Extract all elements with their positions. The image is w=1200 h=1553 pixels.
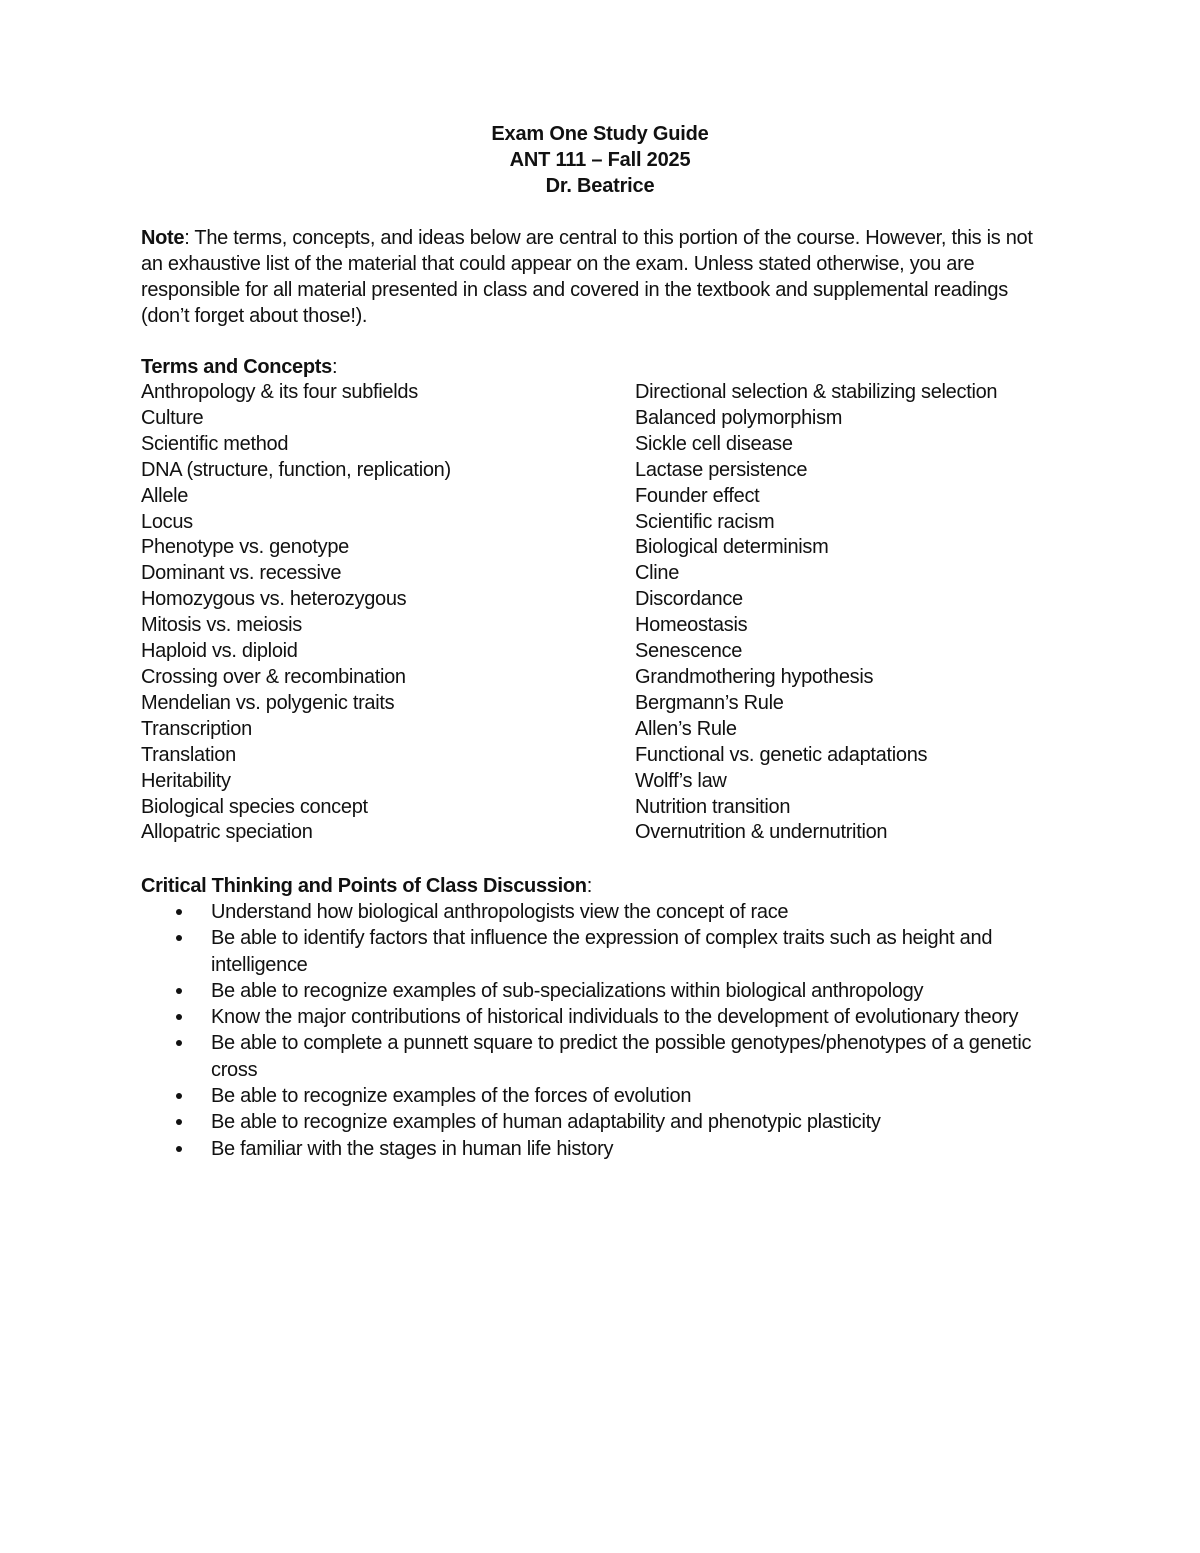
discussion-point-text: Know the major contributions of historical individuals to the development of evolutionary theory: [211, 1006, 1019, 1029]
note-label: Note: [141, 227, 185, 249]
bullet-icon: [176, 909, 182, 915]
document-title: Exam One Study Guide: [491, 123, 709, 145]
term-item: Balanced polymorphism: [635, 406, 843, 429]
term-item: Phenotype vs. genotype: [141, 536, 349, 559]
discussion-point-text: Be able to recognize examples of sub-specializations within biological anthropology: [211, 979, 924, 1002]
term-item: Wolff’s law: [635, 769, 727, 792]
term-item: Allopatric speciation: [141, 821, 313, 844]
term-item: Nutrition transition: [635, 795, 791, 818]
term-item: Lactase persistence: [635, 458, 808, 481]
term-item: Anthropology & its four subfields: [141, 381, 418, 403]
term-item: Translation: [141, 743, 236, 766]
discussion-point-text: Be familiar with the stages in human life history: [211, 1137, 614, 1160]
critical-heading: [141, 873, 592, 899]
term-item: Haploid vs. diploid: [141, 640, 298, 663]
discussion-point: [141, 1136, 1061, 1162]
term-item: Founder effect: [635, 484, 760, 507]
term-item: Discordance: [635, 588, 743, 611]
discussion-point: [141, 925, 1061, 978]
term-item: Scientific racism: [635, 510, 775, 533]
critical-heading-colon: :: [586, 875, 592, 897]
bullet-icon: [176, 935, 182, 941]
note-text: : The terms, concepts, and ideas below are central to this portion of the course. However, this is not an exhaustive list of the material that could appear on the exam. Unless stated otherwise, you are responsible for all material presented in class and covered in the textbook and supplemental readings (don’t forget about those!).: [141, 227, 1033, 327]
discussion-point-text: Be able to recognize examples of the forces of evolution: [211, 1085, 692, 1108]
term-item: Mendelian vs. polygenic traits: [141, 691, 395, 714]
term-item: Bergmann’s Rule: [635, 691, 784, 714]
bullet-icon: [176, 1093, 182, 1099]
course-name: ANT 111 – Fall 2025: [509, 149, 691, 171]
bullet-icon: [176, 1014, 182, 1020]
discussion-point: [141, 899, 1061, 925]
critical-heading-text: Critical Thinking and Points of Class Discussion: [141, 875, 587, 897]
term-item: Senescence: [635, 640, 743, 663]
discussion-point: [141, 978, 1061, 1004]
terms-heading-text: Terms and Concepts: [141, 356, 332, 378]
terms-heading: [141, 354, 337, 380]
term-item: Culture: [141, 406, 204, 429]
term-item: Overnutrition & undernutrition: [635, 821, 888, 844]
bullet-icon: [176, 1146, 182, 1152]
terms-list-right: [635, 380, 1075, 846]
term-item: DNA (structure, function, replication): [141, 458, 451, 481]
term-item: Functional vs. genetic adaptations: [635, 743, 928, 766]
term-item: Heritability: [141, 769, 231, 792]
terms-heading-colon: :: [331, 356, 338, 378]
term-item: Transcription: [141, 717, 252, 740]
instructor-name: Dr. Beatrice: [545, 175, 655, 197]
bullet-icon: [176, 1040, 182, 1046]
term-item: Allen’s Rule: [635, 717, 737, 740]
bullet-icon: [176, 988, 182, 994]
discussion-point-text: Be able to identify factors that influence the expression of complex traits such as height and intelligence: [211, 927, 993, 976]
term-item: Scientific method: [141, 432, 289, 455]
term-item: Directional selection & stabilizing selection: [635, 381, 998, 403]
term-item: Biological determinism: [635, 536, 829, 559]
term-item: Cline: [635, 562, 680, 585]
discussion-point: [141, 1030, 1061, 1083]
term-item: Crossing over & recombination: [141, 665, 406, 688]
discussion-point-text: Be able to recognize examples of human adaptability and phenotypic plasticity: [211, 1111, 881, 1134]
bullet-icon: [176, 1119, 182, 1125]
term-item: Homozygous vs. heterozygous: [141, 588, 407, 611]
term-item: Locus: [141, 510, 193, 533]
term-item: Allele: [141, 484, 189, 507]
term-item: Mitosis vs. meiosis: [141, 614, 302, 637]
discussion-point-text: Be able to complete a punnett square to predict the possible genotypes/phenotypes of a genetic cross: [211, 1032, 1032, 1081]
document-header: [0, 121, 1200, 199]
discussion-point: [141, 1083, 1061, 1109]
term-item: Sickle cell disease: [635, 432, 793, 455]
term-item: Grandmothering hypothesis: [635, 665, 874, 688]
term-item: Dominant vs. recessive: [141, 562, 342, 585]
critical-bullet-list: [141, 899, 1061, 1162]
discussion-point-text: Understand how biological anthropologists view the concept of race: [211, 901, 789, 923]
term-item: Biological species concept: [141, 795, 368, 818]
note-paragraph: [141, 225, 1056, 329]
terms-list-left: [141, 380, 621, 846]
discussion-point: [141, 1004, 1061, 1030]
term-item: Homeostasis: [635, 614, 748, 637]
discussion-point: [141, 1109, 1061, 1135]
